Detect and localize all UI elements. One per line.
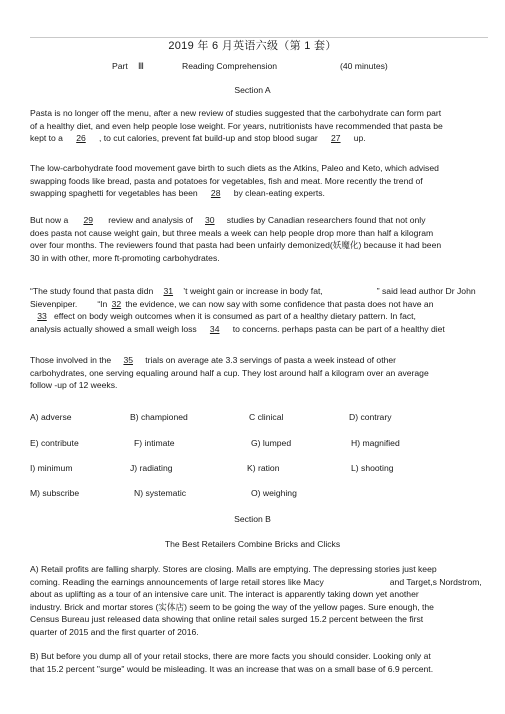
text-line: 33 effect on body weigh outcomes when it is consumed as part of a healthy dietary pattern. In fact, (30, 310, 482, 323)
text-line: about as uplifting as a tour of an intensive care unit. The interact is apparently taking down yet another (30, 589, 419, 600)
text-line: Those involved in the 35 trials on average ate 3.3 servings of pasta a week instead of other (30, 355, 397, 365)
blank-31: 31 (163, 286, 174, 296)
text-line: coming. Reading the earnings announcements of large retail stores like Macy and Target,s Nordstrom, (30, 576, 482, 587)
paragraph-b-b (30, 650, 482, 675)
option-n: N) systematic (134, 488, 187, 498)
option-c: C clinical (249, 412, 284, 422)
text-line: 30 in with other, more ft-promoting carbohydrates. (30, 252, 220, 263)
paragraph-1 (30, 107, 482, 145)
option-e: E) contribute (30, 438, 79, 448)
text-line: Pasta is no longer off the menu, after a new review of studies suggested that the carbohydrate can form part (30, 108, 442, 118)
part-name: Reading Comprehension (182, 61, 278, 71)
text-line: swapping foods like bread, pasta and potatoes for vegetables, fish and meat. More recently the trend of (30, 175, 423, 186)
text-line: swapping spaghetti for vegetables has been 28 by clean-eating experts. (30, 188, 325, 199)
paragraph-b-a (30, 563, 482, 639)
text-line: But now a 29 review and analysis of 30 studies by Canadian researchers found that not only (30, 215, 426, 225)
option-m: M) subscribe (30, 488, 80, 498)
paragraph-3 (30, 214, 482, 264)
option-i: I) minimum (30, 463, 73, 473)
text-line: Census Bureau just released data showing that online retail sales surged 15.2 percent between the first (30, 614, 424, 625)
option-k: K) ration (247, 463, 280, 473)
header-rule (30, 37, 488, 38)
passage-title: The Best Retailers Combine Bricks and Clicks (164, 539, 341, 549)
part-label: Part (112, 61, 128, 71)
option-b: B) championed (130, 412, 188, 422)
option-o: O) weighing (251, 488, 297, 498)
text-line: kept to a 26 , to cut calories, prevent fat build-up and stop blood sugar 27 up. (30, 133, 366, 144)
text-line: carbohydrates, one serving equaling around half a cup. They lost around half a kilogram over an average (30, 367, 429, 378)
blank-35: 35 (123, 355, 133, 365)
text-line: quarter of 2015 and the first quarter of 2016. (30, 626, 199, 637)
blank-28: 28 (210, 188, 221, 199)
paragraph-2 (30, 162, 482, 200)
text-line: that 15.2 percent "surge" would be misleading. It was an increase that was on a small base of 6.9 percent. (30, 663, 434, 674)
option-l: L) shooting (351, 463, 394, 473)
option-h: H) magnified (351, 438, 400, 448)
blank-30: 30 (205, 215, 215, 225)
paragraph-4 (30, 285, 482, 335)
blank-34: 34 (209, 323, 220, 334)
text-line: follow -up of 12 weeks. (30, 380, 118, 391)
text-line: B) But before you dump all of your retail stocks, there are more facts you should consider. Looking only at (30, 651, 431, 661)
text-line: does pasta not cause weight gain, but three meals a week can help people drop more than half a kilogram (30, 227, 434, 238)
blank-33: 33 (37, 311, 47, 322)
option-f: F) intimate (134, 438, 175, 448)
text-line: “The study found that pasta didn 31 ’t weight gain or increase in body fat, ” said lead author Dr John (30, 286, 476, 296)
text-line: analysis actually showed a small weigh loss 34 to concerns. perhaps pasta can be part of a healthy diet (30, 323, 445, 334)
paragraph-5 (30, 354, 482, 392)
text-line: of a healthy diet, and even help people lose weight. For years, nutritionists have recommended that pasta be (30, 120, 443, 131)
text-line: A) Retail profits are falling sharply. Stores are closing. Malls are emptying. The depressing stories just keep (30, 564, 437, 574)
option-d: D) contrary (349, 412, 392, 422)
blank-26: 26 (76, 133, 86, 144)
text-line: Sievenpiper. “In 32 the evidence, we can now say with some confidence that pasta does not have an (30, 298, 434, 309)
blank-32: 32 (111, 298, 122, 309)
option-a: A) adverse (30, 412, 72, 422)
option-g: G) lumped (251, 438, 292, 448)
page-title: 2019 年 6 月英语六级（第 1 套） (168, 40, 337, 52)
blank-27: 27 (330, 133, 341, 144)
blank-29: 29 (83, 215, 93, 225)
section-b-heading: Section B (234, 514, 271, 524)
option-j: J) radiating (130, 463, 173, 473)
text-line: The low-carbohydrate food movement gave birth to such diets as the Atkins, Paleo and Keto, which advised (30, 163, 439, 173)
text-line: over four months. The reviewers found that pasta had been unfairly demonized(妖魔化) because it had been (30, 240, 442, 251)
part-numeral: Ⅲ (138, 61, 144, 71)
text-line: industry. Brick and mortar stores (实体店) seem to be going the way of the yellow pages. Sure enough, the (30, 601, 434, 612)
part-time: (40 minutes) (340, 61, 388, 71)
section-a-heading: Section A (234, 85, 271, 95)
